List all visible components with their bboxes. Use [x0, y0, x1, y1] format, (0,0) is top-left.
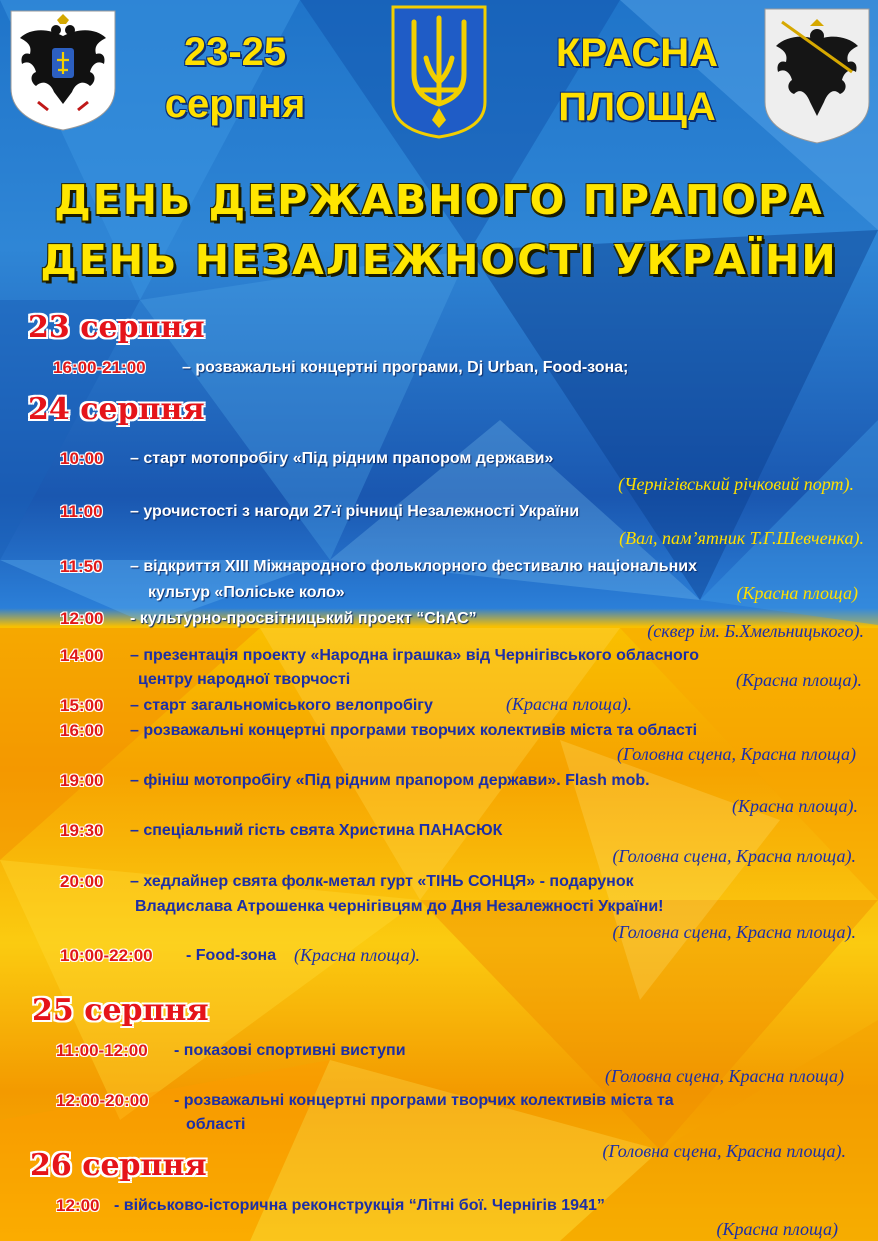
event-description: – розважальні концертні програми, Dj Urban, Food-зона; [182, 359, 629, 376]
event-location: (Головна сцена, Красна площа) [605, 1066, 844, 1086]
event-venue [532, 26, 742, 134]
event-location: (Вал, пам’ятник Т.Г.Шевченка). [619, 528, 864, 548]
event-description: – презентація проекту «Народна іграшка» від Чернігівського обласного [130, 647, 700, 664]
event-time: 14:00 [60, 646, 104, 665]
event-time: 12:00 [60, 609, 104, 628]
event-dates-line2: серпня [164, 82, 306, 126]
event-time: 15:00 [60, 696, 104, 715]
headline-flag-day: ДЕНЬ ДЕРЖАВНОГО ПРАПОРА [54, 176, 824, 224]
day-heading: 23 серпня [28, 310, 205, 345]
event-description-continued: центру народної творчості [138, 671, 351, 688]
event-time: 16:00 [60, 721, 104, 740]
trident-icon [390, 4, 488, 140]
event-description: - Food-зона [186, 947, 277, 964]
day-heading: 25 серпня [32, 993, 209, 1028]
event-location: (Головна сцена, Красна площа) [617, 744, 856, 764]
event-location: (Красна площа) [716, 1219, 838, 1239]
event-location: (Головна сцена, Красна площа). [612, 922, 856, 942]
day-heading: 24 серпня [28, 392, 205, 427]
headline-independence-day: ДЕНЬ НЕЗАЛЕЖНОСТІ УКРАЇНИ [40, 236, 838, 284]
event-location: (Красна площа). [736, 670, 862, 690]
event-description: – старт загальноміського велопробігу [130, 697, 433, 714]
event-description: – спеціальний гість свята Христина ПАНАСЮК [130, 822, 503, 839]
event-time: 11:50 [60, 557, 103, 576]
event-venue-line1: КРАСНА [555, 31, 719, 75]
event-time: 12:00 [56, 1196, 100, 1215]
event-description: - військово-історична реконструкція “Літні бої. Чернігів 1941” [114, 1197, 605, 1214]
event-location: (Красна площа). [732, 796, 858, 816]
event-description: - показові спортивні виступи [174, 1042, 406, 1059]
left-coat-of-arms-icon [8, 8, 118, 133]
event-description: – урочистості з нагоди 27-ї річниці Незалежності України [130, 503, 580, 520]
event-location: (сквер ім. Б.Хмельницького). [647, 621, 864, 641]
event-time: 19:00 [60, 771, 104, 790]
event-dates-line1: 23-25 [183, 30, 287, 74]
event-time: 10:00 [60, 449, 104, 468]
event-time: 20:00 [60, 872, 104, 891]
event-location: (Красна площа). [294, 945, 420, 965]
event-location: (Головна сцена, Красна площа). [602, 1141, 846, 1161]
event-description: – розважальні концертні програми творчих колективів міста та області [130, 722, 698, 739]
right-historic-emblem-icon [762, 6, 872, 146]
event-location: (Красна площа) [736, 583, 858, 603]
event-time: 16:00-21:00 [53, 358, 146, 377]
event-description-continued: Владислава Атрошенка чернігівцям до Дня Незалежності України! [135, 898, 664, 915]
event-description-continued: культур «Поліське коло» [148, 584, 345, 601]
event-location: (Красна площа). [506, 694, 632, 714]
event-time: 19:30 [60, 821, 104, 840]
event-venue-line2: ПЛОЩА [558, 85, 716, 129]
event-description: – відкриття XIII Міжнародного фольклорного фестивалю національних [130, 558, 697, 575]
event-location: (Чернігівський річковий порт). [618, 474, 854, 494]
event-time: 10:00-22:00 [60, 946, 153, 965]
event-location: (Головна сцена, Красна площа). [612, 846, 856, 866]
event-description: – фініш мотопробігу «Під рідним прапором держави». Flash mob. [130, 772, 650, 789]
event-time: 12:00-20:00 [56, 1091, 149, 1110]
day-heading: 26 серпня [30, 1148, 207, 1183]
event-time: 11:00-12:00 [56, 1041, 148, 1060]
event-description-continued: області [186, 1116, 246, 1133]
event-description: – старт мотопробігу «Під рідним прапором держави» [130, 450, 554, 467]
event-time: 11:00 [60, 502, 103, 521]
event-description: - культурно-просвітницький проект “ChAC” [130, 610, 477, 627]
event-description: - розважальні концертні програми творчих колективів міста та [174, 1092, 674, 1109]
event-description: – хедлайнер свята фолк-метал гурт «ТІНЬ СОНЦЯ» - подарунок [130, 873, 634, 890]
event-dates [140, 26, 330, 130]
